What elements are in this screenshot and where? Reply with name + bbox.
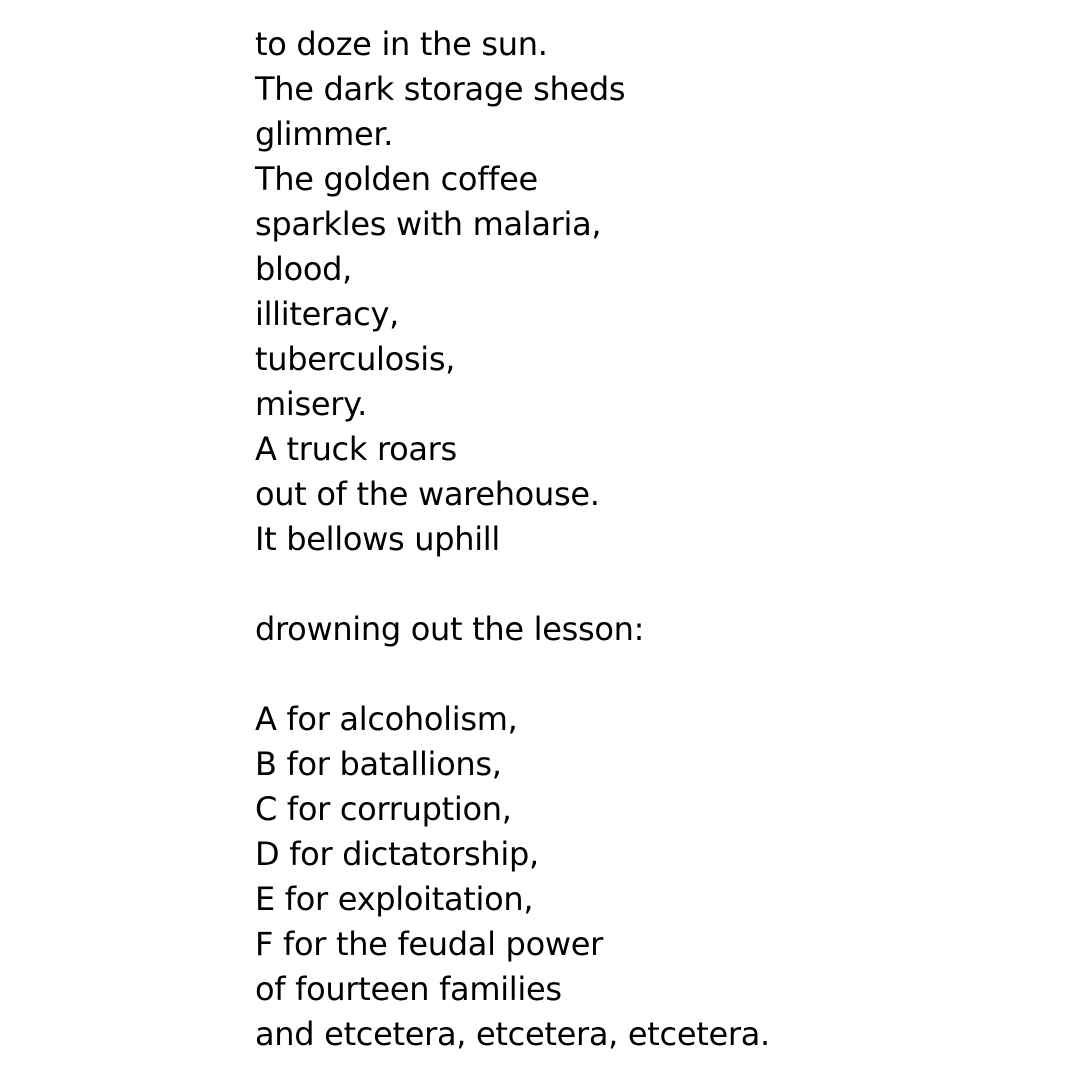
- poem-line: C for corruption,: [255, 790, 512, 828]
- poem-line: out of the warehouse.: [255, 475, 600, 513]
- poem-line: It bellows uphill: [255, 520, 500, 558]
- stanza-3: [255, 697, 1055, 1057]
- poem-line: The dark storage sheds: [255, 70, 626, 108]
- poem-line: and etcetera, etcetera, etcetera.: [255, 1015, 770, 1053]
- poem-line: A truck roars: [255, 430, 457, 468]
- poem-line: The golden coffee: [255, 160, 538, 198]
- poem-text: [255, 22, 1055, 1057]
- poem-line: to doze in the sun.: [255, 25, 548, 63]
- poem-line: A for alcoholism,: [255, 700, 518, 738]
- poem-line: F for the feudal power: [255, 925, 603, 963]
- poem-line: E for exploitation,: [255, 880, 534, 918]
- poem-line: illiteracy,: [255, 295, 399, 333]
- poem-line: of fourteen families: [255, 970, 562, 1008]
- poem-line: blood,: [255, 250, 353, 288]
- stanza-1: [255, 22, 1055, 562]
- poem-line: sparkles with malaria,: [255, 205, 602, 243]
- poem-line: glimmer.: [255, 115, 394, 153]
- stanza-2: [255, 607, 1055, 652]
- poem-line: drowning out the lesson:: [255, 610, 645, 648]
- poem-line: misery.: [255, 385, 368, 423]
- poem-line: D for dictatorship,: [255, 835, 539, 873]
- poem-line: B for batallions,: [255, 745, 502, 783]
- poem-line: tuberculosis,: [255, 340, 456, 378]
